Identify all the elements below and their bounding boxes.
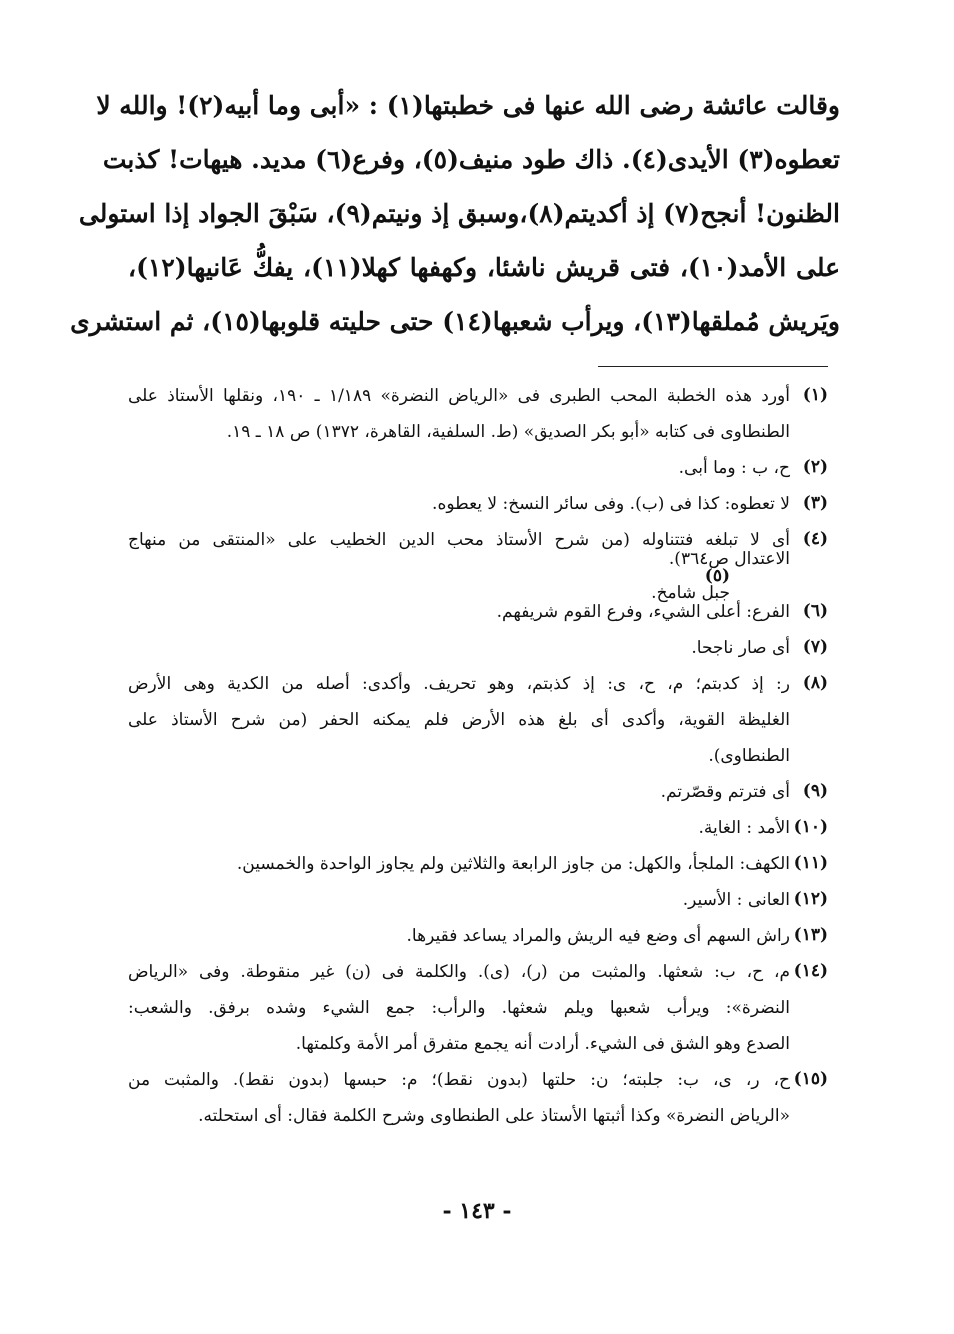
page-number: - ١٤٣ - — [442, 1198, 512, 1224]
footnote-7 — [128, 630, 828, 666]
footnote-15 — [128, 1062, 828, 1134]
footnotes — [128, 378, 828, 1134]
footnote-text: جبل شامخ. — [651, 582, 730, 603]
footnote-text: الطنطاوى فى كتابه «أبو بكر الصديق» (ط. السلفية، القاهرة، ١٣٧٢) ص ١٨ ـ ١٩. — [226, 421, 790, 442]
footnote-14 — [128, 954, 828, 1062]
footnote-9 — [128, 774, 828, 810]
footnote-text: أى لا تبلغه فتتناوله (من شرح الأستاذ محب الدين الخطيب على «المنتقى من منهاج — [128, 529, 790, 550]
main-text-line: الظنون! أنجح(٧) إذ أكديتم(٨)،وسبق إذ ونيتم(٩)، سَبْقَ الجواد إذا استولى — [78, 198, 840, 228]
footnote-1 — [128, 378, 828, 450]
footnote-text: ح، ب : وما أبى. — [678, 457, 790, 478]
footnote-number: (٢) — [802, 457, 828, 477]
footnote-number: (٣) — [802, 493, 828, 513]
footnote-number: (١٢) — [793, 889, 828, 909]
footnote-number: (٥) — [704, 565, 730, 586]
footnote-6 — [128, 594, 828, 630]
footnote-text: النضرة»: ويرأب شعبها ويلم شعثها. والرأب: جمع الشيء وشده برفق. والشعب: — [128, 997, 790, 1018]
footnote-text: العانى : الأسير. — [682, 889, 790, 910]
footnote-text: راش السهم أى وضع فيه الريش والمراد يساعد فقيرها. — [406, 925, 790, 946]
footnote-number: (١٣) — [793, 925, 828, 945]
footnote-number: (١٤) — [793, 961, 828, 981]
footnote-number: (١) — [802, 385, 828, 405]
main-text-block — [70, 78, 841, 348]
footnote-text: الكهف: الملجأ، والكهل: من جاوز الرابعة والثلاثين ولم يجاوز الواحدة والخمسين. — [236, 853, 790, 874]
footnote-text: أى صار ناجحا. — [691, 637, 790, 658]
footnote-10 — [128, 810, 828, 846]
footnote-text: ر: إذ كدبتم؛ م، ح، ى: إذ كذبتم، وهو تحريف. وأكدى: أصله من الكدية وهى الأرض — [128, 673, 790, 694]
footnote-3 — [128, 486, 828, 522]
footnote-text: الأمد : الغاية. — [698, 817, 790, 838]
footnote-text: الصدع وهو الشق فى الشيء. أرادت أنه يجمع متفرق أمر الأمة وكلمتها. — [295, 1033, 790, 1054]
footnote-text: أورد هذه الخطبة المحب الطبرى فى «الرياض النضرة» ١/١٨٩ ـ ١٩٠، ونقلها الأستاذ على — [128, 385, 790, 406]
footnote-text: ح، ر، ى، ب: جلبته؛ ن: حلتها (بدون نقط)؛ م: حبسها (بدون نقط). والمثبت من — [128, 1069, 790, 1090]
footnote-text: م، ح، ب: شعثها. والمثبت من (ر)، (ى). والكلمة فى (ن) غير منقوطة. وفى «الرياض — [128, 961, 790, 982]
footnote-number: (٤) — [802, 529, 828, 549]
main-text-line: وقالت عائشة رضى الله عنها فى خطبتها(١) : «أبى وما أبيه(٢)! والله لا — [96, 90, 840, 120]
footnote-number: (٨) — [802, 673, 828, 693]
footnote-separator — [598, 366, 828, 367]
footnote-2 — [128, 450, 828, 486]
footnote-number: (١١) — [793, 853, 828, 873]
footnote-number: (١٠) — [793, 817, 828, 837]
main-text-line: على الأمد(١٠)، فتى قريش ناشئا، وكهفها كهلا(١١)، يفكُّ عَانيها(١٢)، — [128, 252, 841, 282]
main-text-line: ويَريش مُملقها(١٣)، ويرأب شعبها(١٤) حتى حليته قلوبها(١٥)، ثم استشرى — [70, 306, 840, 336]
footnote-4 — [128, 522, 828, 603]
footnote-text: الفرع: أعلى الشيء، وفرع القوم شريفهم. — [496, 601, 790, 622]
footnote-8 — [128, 666, 828, 774]
footnote-text: الاعتدال ص٣٦٤). — [668, 548, 790, 569]
footnote-11 — [128, 846, 828, 882]
footnote-text: الطنطاوى). — [708, 745, 790, 766]
footnote-text: «الرياض النضرة» وكذا أثبتها الأستاذ على الطنطاوى وشرح الكلمة فقال: أى استحلته. — [198, 1105, 790, 1126]
footnote-text: أى فترتم وقصّرتم. — [660, 781, 790, 802]
footnote-number: (٩) — [802, 781, 828, 801]
footnote-text: لا تعطوه: كذا فى (ب). وفى سائر النسخ: لا يعطوه. — [432, 493, 790, 514]
footnote-13 — [128, 918, 828, 954]
main-text-line: تعطوه(٣) الأيدى(٤). ذاك طود منيف(٥)، وفرع(٦) مديد. هيهات! كذبت — [102, 144, 840, 174]
footnote-12 — [128, 882, 828, 918]
footnote-number: (١٥) — [793, 1069, 828, 1089]
footnote-text: الغليظة القوية، وأكدى أى بلغ هذه الأرض فلم يمكنه الحفر (من شرح الأستاذ على — [128, 709, 790, 730]
footnote-number: (٧) — [802, 637, 828, 657]
footnote-number: (٦) — [802, 601, 828, 621]
